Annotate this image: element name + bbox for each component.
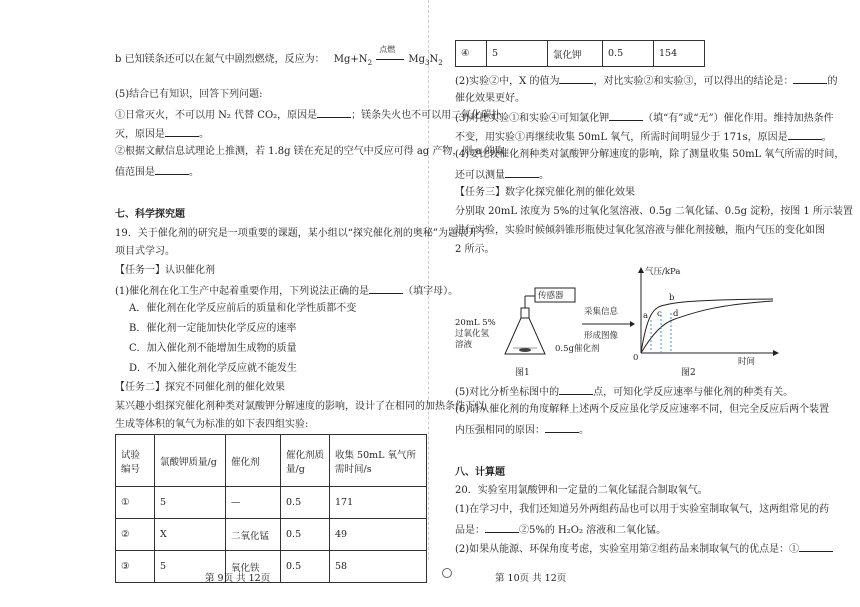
task-3-desc-end: 2 所示。 — [455, 244, 495, 255]
question-20-2: (2)如果从能源、环保角度考虑，实验室用第②组药品来制取氧气的优点是：① — [455, 541, 833, 557]
y-axis-label: 气压/kPa — [645, 267, 681, 277]
experiment-table — [115, 434, 427, 583]
arrow-label-bottom: 形成图像 — [584, 331, 619, 341]
pressure-graph — [633, 265, 783, 365]
task-1-question: (1)催化剂在化工生产中起着重要作用，下列说法正确的是 （填字母）。 — [115, 283, 458, 299]
table-row — [456, 41, 705, 67]
point-label-b: b — [669, 293, 675, 303]
question-20-1-cont: 品是： ②5%的 H₂O₂ 溶液和二氧化锰。 — [455, 522, 666, 538]
section-heading-7: 七、科学探究题 — [115, 209, 185, 220]
table-row — [116, 551, 427, 583]
table-cell: ② — [116, 519, 155, 551]
equation: $Mg+N_2$ 点燃 $Mg_3N_2$ — [333, 45, 443, 67]
table-cell: 0.5 — [281, 519, 330, 551]
table-cell: 0.5 — [603, 41, 654, 67]
stopper — [521, 308, 529, 318]
question-5-1-cont: 灭，原因是 。 — [115, 126, 209, 142]
answer-blank[interactable] — [155, 164, 189, 175]
origin-label: 0 — [633, 353, 639, 363]
task-1-heading: 【任务一】认识催化剂 — [115, 265, 215, 276]
table-cell: X — [155, 519, 226, 551]
table-cell: ③ — [116, 551, 155, 583]
page-divider — [428, 0, 429, 560]
table-cell: 氧化铁 — [226, 551, 281, 583]
page-footer-right: 第 10页 共 12页 — [495, 573, 567, 584]
question-6-cont: 内压强相同的原因： 。 — [455, 422, 589, 438]
question-5-1: ①日常灭火，不可以用 N₂ 代替 CO₂，原因是 ；镁条失火也不可以用二氧化碳扑 — [115, 107, 501, 123]
solution-label: 20mL 5% 过氧化氢 溶液 — [455, 318, 496, 350]
table-cell: 171 — [330, 487, 427, 519]
page-center-icon — [442, 568, 452, 578]
option-b: B．催化剂一定能加快化学反应的速率 — [129, 323, 297, 334]
question-5: (5)结合已有知识，回答下列问题: — [115, 89, 263, 100]
question-19: 19．关于催化剂的研究是一项重要的课题，某小组以“探究催化剂的奥秘”为题展开了 — [115, 228, 488, 239]
answer-blank[interactable] — [788, 129, 822, 140]
table-header — [116, 435, 427, 487]
table-cell: 154 — [654, 41, 705, 67]
option-a: A．催化剂在化学反应前后的质量和化学性质都不变 — [129, 303, 357, 314]
answer-blank[interactable] — [799, 541, 833, 552]
table-cell: ④ — [456, 41, 487, 67]
x-axis-label: 时间 — [738, 357, 756, 367]
table-cell: 0.5 — [281, 487, 330, 519]
task-2-heading: 【任务二】探究不同催化剂的催化效果 — [115, 382, 285, 393]
answer-blank[interactable] — [165, 126, 199, 137]
process-arrow — [580, 305, 635, 345]
question-19-cont: 项目式学习。 — [115, 246, 175, 257]
figure-2-caption: 图2 — [681, 368, 696, 378]
figure-1-caption: 图1 — [515, 368, 530, 378]
question-20: 20．实验室用氯酸钾和一定量的二氧化锰混合制取氧气。 — [455, 485, 708, 496]
point-label-d: d — [673, 309, 679, 319]
question-4-cont: 还可以测量 。 — [455, 167, 549, 183]
table-cell: ① — [116, 487, 155, 519]
catalyst-icon — [519, 348, 531, 352]
table-cell: 58 — [330, 551, 427, 583]
question-3-cont: 不变，用实验①再继续收集 50mL 氧气，所需时间明显少于 171s，原因是 。 — [455, 129, 832, 145]
header-cell: 氯酸钾质量/g — [155, 435, 226, 487]
arrow-icon — [580, 319, 635, 329]
arrow-label-top: 采集信息 — [584, 307, 619, 317]
answer-blank[interactable] — [793, 73, 827, 84]
question-5-right: (5)对比分析坐标图中的 点，可知化学反应速率与催化剂的种类有关。 — [455, 384, 793, 400]
section-heading-8: 八、计算题 — [455, 467, 505, 478]
answer-blank[interactable] — [559, 73, 593, 84]
answer-blank[interactable] — [505, 167, 539, 178]
task-3-desc-cont: 进行实验，实验时候倾斜锥形瓶使过氧化氢溶液与催化剂接触，瓶内气压的变化如图 — [455, 225, 825, 236]
task-3-desc: 分别取 20mL 浓度为 5%的过氧化氢溶液、0.5g 二氧化锰、0.5g 淀粉，按图 1 所示装置 — [455, 206, 853, 217]
header-cell: 催化剂质量/g — [281, 435, 330, 487]
question-2: (2)实验②中，X 的值为 ，对比实验②和实验③，可以得出的结论是： 的 — [455, 73, 837, 89]
header-cell: 试验编号 — [116, 435, 155, 487]
question-5-2-cont: 值范围是 。 — [115, 164, 199, 180]
nitrogen-line: b 已知镁条还可以在氮气中剧烈燃烧，反应为： $Mg+N_2$ 点燃 $Mg_3N_2$ — [115, 53, 443, 70]
sensor-label: 传感器 — [538, 291, 564, 301]
point-label-a: a — [643, 311, 649, 321]
question-20-1: (1)在学习中，我们还知道另外两组药品也可以用于实验室制取氧气，这两组常见的药 — [455, 504, 830, 515]
answer-blank[interactable] — [559, 384, 593, 395]
figure-2 — [633, 265, 783, 378]
question-3: (3)对比实验①和实验④可知氯化钾 （填“有”或“无”）催化作用。维持加热条件 — [455, 110, 834, 126]
question-5-2: ②根据文献信息试理论上推测，若 1.8g 镁在充足的空气中反应可得 ag 产物，则 a 的取 — [115, 146, 505, 157]
answer-blank[interactable] — [545, 422, 579, 433]
task-2-desc-cont: 生成等体积的氧气为标准的如下表四组实验: — [115, 419, 309, 430]
table-cell: 0.5 — [281, 551, 330, 583]
answer-blank[interactable] — [485, 522, 519, 533]
table-cell: 5 — [487, 41, 548, 67]
task-3-heading: 【任务三】数字化探究催化剂的催化效果 — [455, 187, 635, 198]
table-cell: 二氧化锰 — [226, 519, 281, 551]
point-label-c: c — [657, 309, 662, 319]
answer-blank[interactable] — [369, 283, 403, 294]
table-row — [116, 519, 427, 551]
header-cell: 催化剂 — [226, 435, 281, 487]
question-6: (6)请从催化剂的角度解释上述两个反应虽化学反应速率不同，但完全反应后两个装置 — [455, 404, 830, 415]
answer-blank[interactable] — [317, 107, 351, 118]
page-footer-left: 第 9页 共 12页 — [205, 573, 271, 584]
question-4: (4)要比较催化剂种类对氯酸钾分解速度的影响，除了测量收集 50mL 氧气所需的时间， — [455, 149, 845, 160]
experiment-table-cont — [455, 40, 705, 67]
table-cell: 49 — [330, 519, 427, 551]
task-2-desc: 某兴趣小组探究催化剂种类对氯酸钾分解速度的影响，设计了在相同的加热条件下以 — [115, 401, 485, 412]
option-c: C．加入催化剂不能增加生成物的质量 — [129, 343, 297, 354]
table-cell: 5 — [155, 551, 226, 583]
header-cell: 收集 50mL 氧气所需时间/s — [330, 435, 427, 487]
question-2-cont: 催化效果更好。 — [455, 93, 525, 104]
answer-blank[interactable] — [609, 110, 643, 121]
table-cell: 氯化钾 — [548, 41, 603, 67]
table-row — [116, 487, 427, 519]
table-cell: 5 — [155, 487, 226, 519]
table-cell: — — [226, 487, 281, 519]
catalyst-label: 0.5g催化剂 — [555, 344, 600, 354]
option-d: D．不加入催化剂化学反应就不能发生 — [129, 363, 298, 374]
